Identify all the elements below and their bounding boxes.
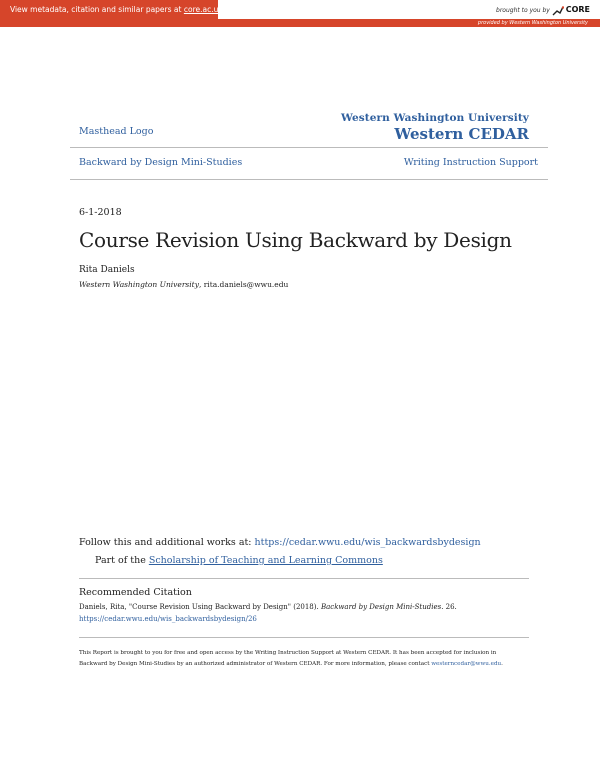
series-link[interactable]: Backward by Design Mini-Studies: [79, 157, 243, 168]
citation-prefix: Daniels, Rita, "Course Revision Using Backward by Design" (2018).: [79, 603, 321, 611]
provided-by-bar: [0, 19, 600, 27]
core-link[interactable]: core.ac.uk: [183, 5, 223, 14]
institution-name: Western Washington University: [340, 112, 529, 124]
citation-url-link[interactable]: https://cedar.wwu.edu/wis_backwardsbydesign/26: [79, 615, 257, 623]
core-brought-by[interactable]: [496, 0, 590, 19]
author-name: Rita Daniels: [79, 265, 135, 275]
part-of-line: [95, 555, 383, 566]
follow-line: [79, 537, 481, 548]
core-logo-text: CORE: [565, 5, 590, 14]
affiliation-email: , rita.daniels@wwu.edu: [198, 280, 289, 289]
masthead-logo-link[interactable]: Masthead Logo: [79, 126, 154, 137]
citation-suffix: . 26.: [441, 603, 457, 611]
report-note: [79, 648, 539, 670]
report-note-line-2: [79, 659, 539, 670]
divider-top: [70, 147, 548, 148]
citation-heading: Recommended Citation: [79, 587, 192, 598]
divider-citation: [79, 578, 529, 579]
follow-prefix: Follow this and additional works at:: [79, 537, 255, 548]
institution-header[interactable]: [341, 112, 529, 143]
brought-by-text: brought to you by: [496, 7, 550, 14]
report-note-suffix: .: [501, 661, 503, 667]
part-of-prefix: Part of the: [95, 555, 149, 566]
core-metadata-prefix: View metadata, citation and similar papers at: [10, 5, 184, 14]
core-logo-icon: [552, 6, 564, 16]
provided-by-text: provided by Western Washington University: [477, 20, 588, 26]
discipline-link[interactable]: Scholarship of Teaching and Learning Commons: [148, 555, 383, 566]
publication-date: 6-1-2018: [79, 207, 122, 218]
citation-text: [79, 603, 457, 611]
core-banner: [0, 0, 600, 19]
contact-email-link[interactable]: westerncedar@wwu.edu: [431, 661, 502, 667]
core-metadata-link[interactable]: [0, 0, 223, 19]
author-affiliation: [79, 280, 288, 289]
affiliation-institution: Western Washington University: [79, 280, 199, 289]
citation-series: Backward by Design Mini-Studies: [320, 603, 442, 611]
department-link[interactable]: Writing Instruction Support: [403, 157, 538, 168]
collection-url-link[interactable]: https://cedar.wwu.edu/wis_backwardsbydesign: [254, 537, 481, 548]
document-title: Course Revision Using Backward by Design: [79, 228, 512, 252]
report-note-prefix: Backward by Design Mini-Studies by an authorized administrator of Western CEDAR. For more information, please contact: [79, 661, 432, 667]
report-note-line-1: This Report is brought to you for free and open access by the Writing Instruction Support at Western CEDAR. It has been accepted for inclusion in: [79, 650, 497, 656]
divider-bottom: [70, 179, 548, 180]
divider-report: [79, 637, 529, 638]
repository-name: Western CEDAR: [394, 125, 529, 143]
